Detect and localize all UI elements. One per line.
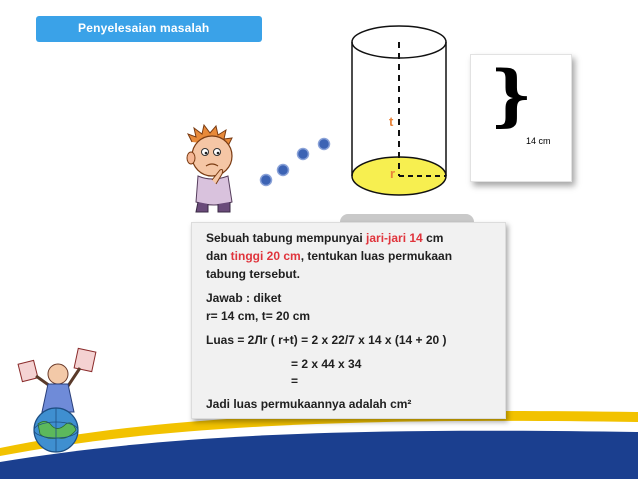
- height-highlight: tinggi 20 cm: [230, 249, 301, 263]
- problem-text: cm: [422, 231, 444, 245]
- formula-line: Luas = 2Лr ( r+t) = 2 x 22/7 x 14 x (14 + 20 ): [206, 333, 447, 347]
- answer-heading: Jawab : diket: [206, 291, 282, 305]
- problem-line-2: [206, 247, 452, 265]
- problem-panel: [191, 222, 506, 419]
- cylinder-figure: [340, 14, 448, 212]
- known-values: r= 14 cm, t= 20 cm: [206, 309, 311, 323]
- problem-text: Sebuah tabung mempunyai: [206, 231, 367, 245]
- problem-line-1: [206, 229, 443, 247]
- thought-dots: [256, 134, 336, 190]
- radius-label: r: [390, 166, 396, 181]
- height-label: t: [389, 114, 394, 129]
- header-title-pill: [36, 16, 262, 42]
- problem-text: , tentukan luas permukaan: [300, 249, 453, 263]
- problem-text: dan: [206, 249, 231, 263]
- header-title: Penyelesaian masalah: [78, 21, 210, 35]
- conclusion-line: Jadi luas permukaannya adalah cm²: [206, 397, 412, 411]
- calc-step-1: = 2 x 44 x 34: [291, 357, 362, 371]
- thinking-boy-illustration: [184, 122, 248, 214]
- measurement-label: 14 cm: [526, 136, 551, 146]
- calc-step-2: =: [291, 374, 299, 388]
- scholar-globe-illustration: [16, 340, 100, 456]
- radius-highlight: jari-jari 14: [366, 231, 423, 245]
- curly-brace: }: [490, 56, 533, 134]
- problem-line-3: tabung tersebut.: [206, 267, 301, 281]
